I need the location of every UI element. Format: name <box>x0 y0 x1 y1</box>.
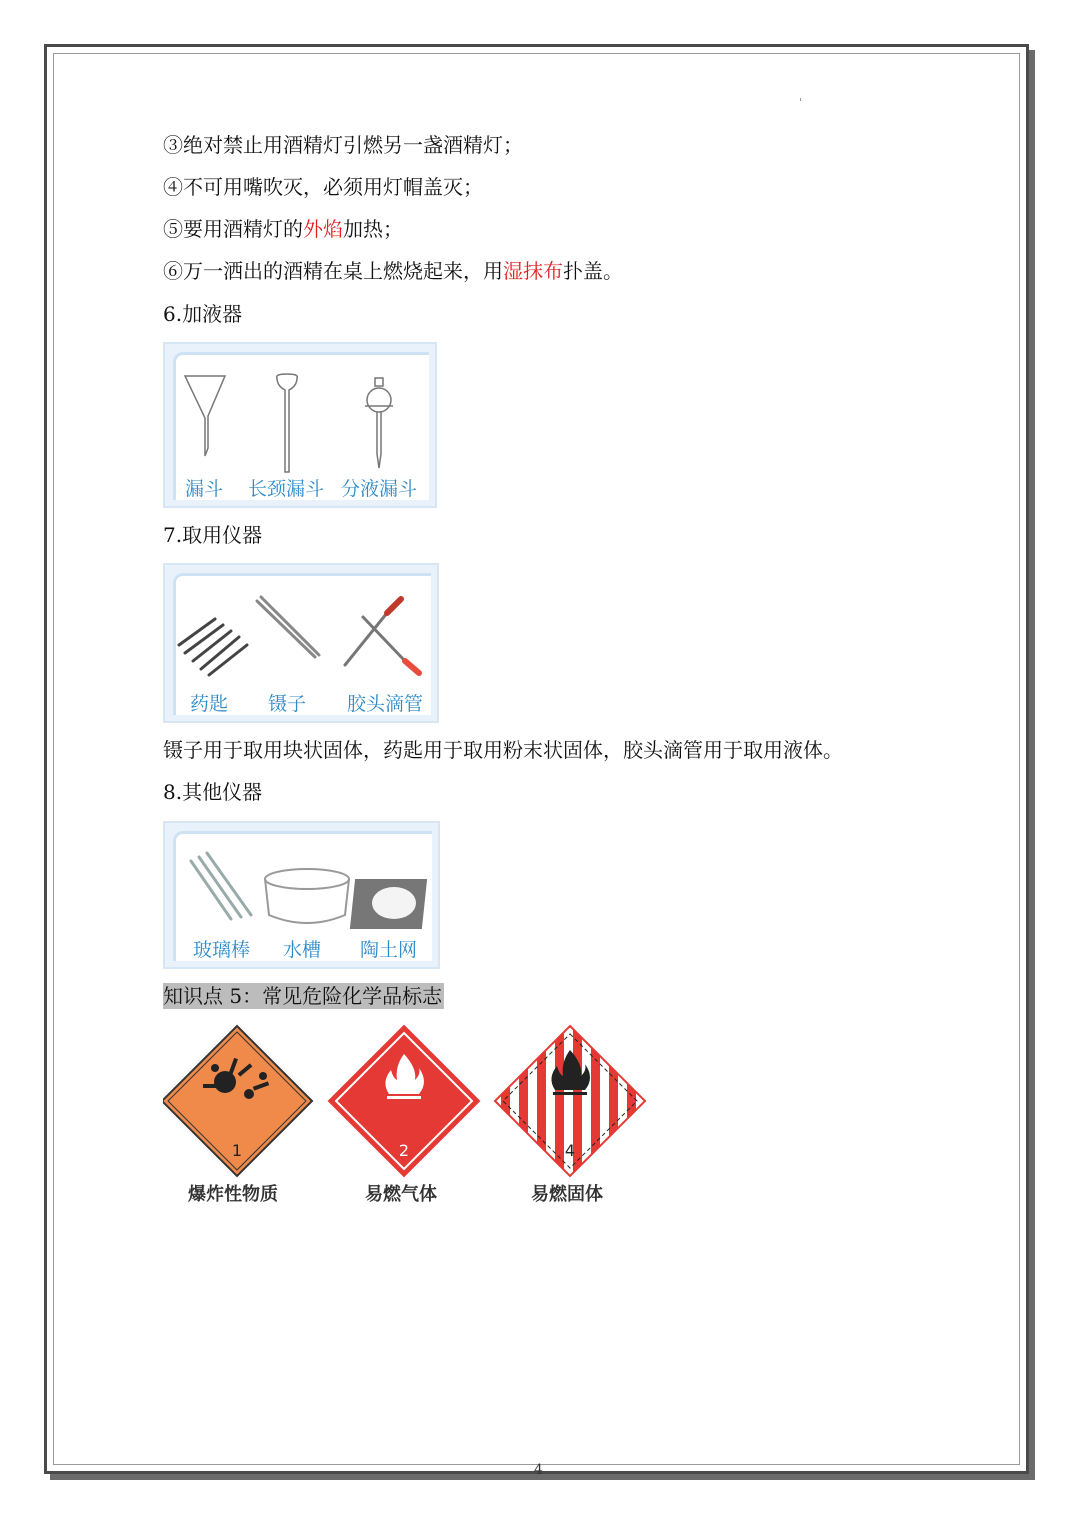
heading-taking-tools: 7.取用仪器 <box>163 523 263 547</box>
label-glass-rod: 玻璃棒 <box>193 939 251 961</box>
label-funnel: 漏斗 <box>185 478 224 500</box>
hazard-label-flammable-solid: 易燃固体 <box>531 1184 603 1205</box>
label-clay-gauze: 陶土网 <box>360 939 418 961</box>
rule-5-text-b: 加热； <box>343 217 403 241</box>
liquid-adders-panel <box>163 342 437 508</box>
hazard-label-flammable-gas: 易燃气体 <box>365 1184 437 1205</box>
rule-6-emphasis: 湿抹布 <box>503 259 563 283</box>
knowledge-point-5-highlight: 知识点 5：常见危险化学品标志 <box>163 984 443 1008</box>
water-trough-icon <box>265 869 349 923</box>
usage-description: 镊子用于取用块状固体，药匙用于取用粉末状固体，胶头滴管用于取用液体。 <box>163 738 843 762</box>
hazard-number-4: 4 <box>564 1141 576 1160</box>
page-number: 4 <box>534 1462 543 1478</box>
spatula-icon <box>179 619 247 675</box>
other-tools-panel <box>163 821 440 969</box>
hazard-label-explosive: 爆炸性物质 <box>188 1184 278 1205</box>
dropper-icon <box>345 599 419 673</box>
label-dropper: 胶头滴管 <box>347 693 424 715</box>
rule-3: ③绝对禁止用酒精灯引燃另一盏酒精灯； <box>163 133 523 157</box>
hazard-symbols <box>163 1024 647 1205</box>
label-tweezers: 镊子 <box>268 693 307 715</box>
label-spatula: 药匙 <box>190 693 229 715</box>
rule-6-text-a: ⑥万一洒出的酒精在桌上燃烧起来，用 <box>163 259 503 283</box>
long-neck-funnel-icon <box>277 374 298 472</box>
clay-gauze-icon <box>350 879 427 929</box>
heading-other-tools: 8.其他仪器 <box>163 780 263 804</box>
rule-5-emphasis: 外焰 <box>303 217 343 241</box>
rule-5 <box>163 216 403 242</box>
taking-tools-panel <box>163 563 439 723</box>
hazard-diamonds <box>163 1024 647 1201</box>
separatory-funnel-icon <box>365 378 393 468</box>
rule-6 <box>163 258 623 284</box>
glass-rod-icon <box>191 853 251 919</box>
tweezers-icon <box>257 597 319 657</box>
hazard-number-2: 2 <box>398 1141 410 1160</box>
rule-5-text-a: ⑤要用酒精灯的 <box>163 217 303 241</box>
rule-4: ④不可用嘴吹灭，必须用灯帽盖灭； <box>163 175 483 199</box>
knowledge-point-5-heading <box>163 983 444 1009</box>
label-water-trough: 水槽 <box>283 939 322 961</box>
hazard-number-1: 1 <box>231 1141 243 1160</box>
speck <box>800 98 801 101</box>
label-long-neck-funnel: 长颈漏斗 <box>248 478 325 500</box>
funnel-icon <box>185 376 225 456</box>
flammable-solid-hazard-diamond <box>495 1024 645 1184</box>
rule-6-text-b: 扑盖。 <box>563 259 623 283</box>
heading-liquid-adders: 6.加液器 <box>163 302 243 326</box>
label-separatory-funnel: 分液漏斗 <box>341 478 418 500</box>
